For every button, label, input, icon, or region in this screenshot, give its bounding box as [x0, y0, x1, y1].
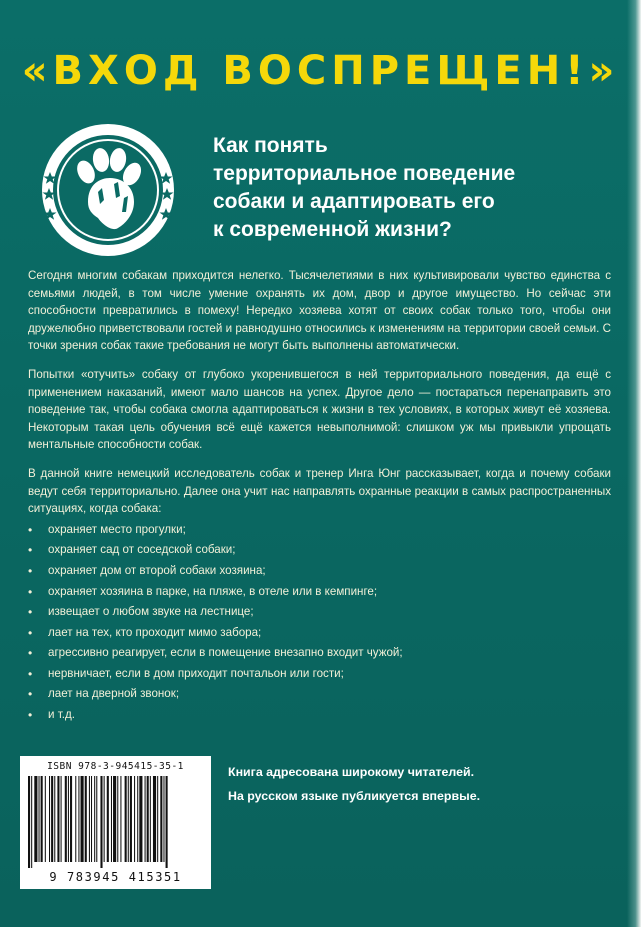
list-item: • охраняет хозяина в парке, на пляже, в отеле или в кемпинге;: [28, 582, 611, 603]
isbn-label: ISBN 978-3-945415-35-1: [47, 761, 184, 772]
question-line: территориальное поведение: [213, 162, 516, 185]
list-item: • лает на тех, кто проходит мимо забора;: [28, 623, 611, 644]
list-item: • охраняет место прогулки;: [28, 520, 611, 541]
list-item: • охраняет дом от второй собаки хозяина;: [28, 561, 611, 582]
audience-note: [228, 760, 608, 808]
paragraph: В данной книге немецкий исследователь собак и тренер Инга Юнг рассказывает, когда и почему собаки ведут себя территориально. Далее она учит нас направлять охранные реакции в самых распространенных ситуациях, когда собака:: [28, 466, 611, 516]
paragraph: Сегодня многим собакам приходится нелегко. Тысячелетиями в них культивировали чувство единства с семьями людей, в том числе умение охранять их дом, двор и другое имущество. Но сейчас эти способности превратились в помеху! Нередко хозяева хотят от своих собак только того, чтобы они дружелюбно приветствовали гостей и равнодушно относились к изменениям на территории своей семьи. С точки зрения собак такие требования не могут быть выполнены автоматически.: [28, 269, 611, 353]
description: [28, 267, 611, 726]
page-edge: [627, 0, 641, 927]
list-item: • нервничает, если в дом приходит почтальон или гости;: [28, 664, 611, 685]
paw-print-icon: [38, 120, 178, 260]
list-item: • агрессивно реагирует, если в помещение внезапно входит чужой;: [28, 643, 611, 664]
barcode-bars: [26, 776, 205, 868]
list-item: • извещает о любом звуке на лестнице;: [28, 602, 611, 623]
paragraph: Попытки «отучить» собаку от глубоко укоренившегося в ней территориального поведения, да ещё с применением наказаний, имеют мало шансов на успех. Другое дело — постараться перенаправить это поведение так, чтобы собака смогла адаптироваться к жизни в тех условиях, в которых живут её хозяева. Некоторым такая цель обучения всё ещё кажется невыполнимой: слишком уж мы привыкли упрощать ментальные способности собак.: [28, 367, 611, 452]
list-item: • и т.д.: [28, 705, 611, 726]
headline: «ВХОД ВОСПРЕЩЕН!»: [21, 48, 620, 94]
list-item: • лает на дверной звонок;: [28, 684, 611, 705]
isbn-barcode: [20, 756, 211, 889]
question-line: к современной жизни?: [213, 218, 452, 241]
barcode-digits: 9 783945 415351: [49, 870, 182, 884]
cover-question: [213, 132, 613, 244]
question-line: собаки и адаптировать его: [213, 190, 495, 213]
question-line: Как понять: [213, 134, 328, 157]
list-item: • охраняет сад от соседской собаки;: [28, 540, 611, 561]
audience-line: На русском языке публикуется впервые.: [228, 789, 481, 803]
situation-list: [28, 520, 611, 726]
audience-line: Книга адресована широкому читателей.: [228, 765, 475, 779]
